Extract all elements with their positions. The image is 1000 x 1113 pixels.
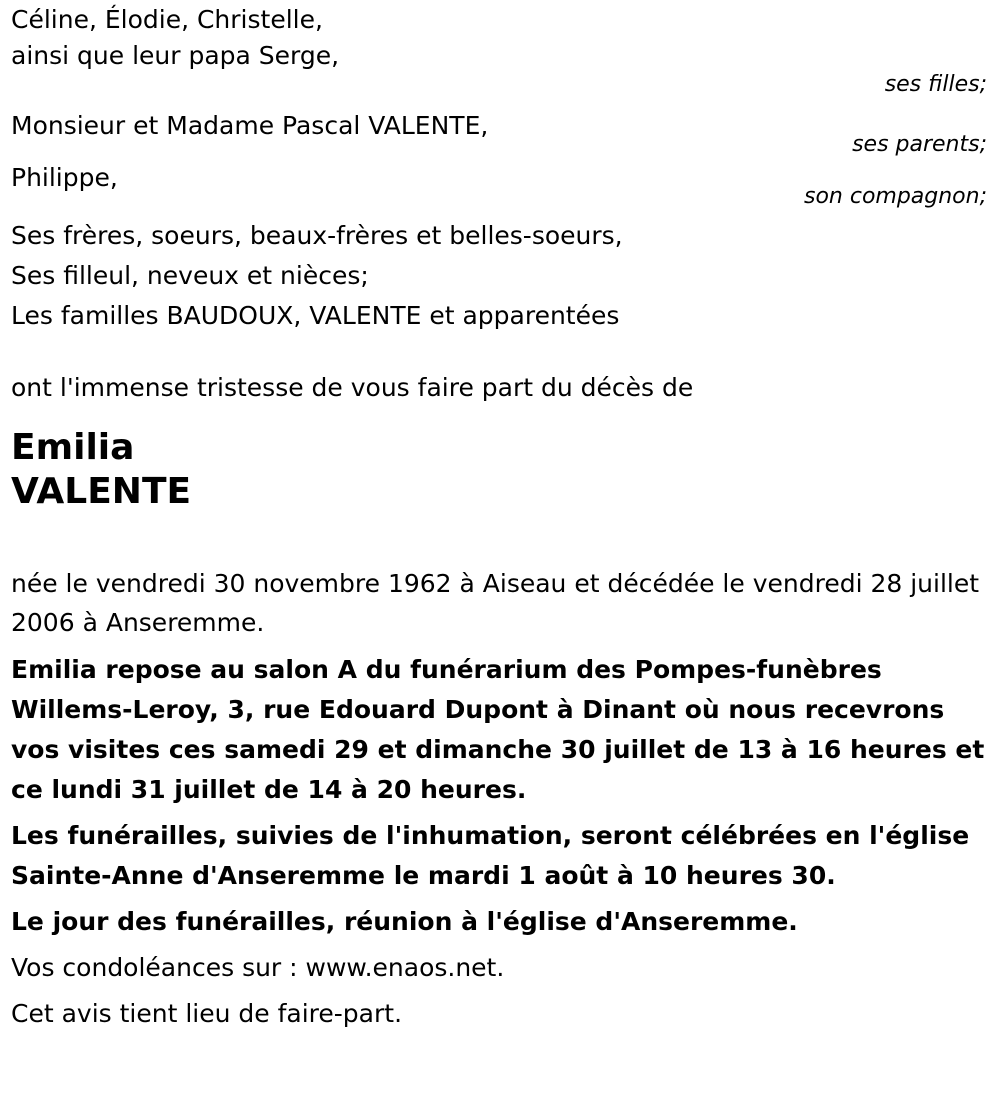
condolences-info: Vos condoléances sur : www.enaos.net.: [11, 953, 505, 982]
companion-line: Philippe,: [11, 163, 118, 192]
notice-info: Cet avis tient lieu de faire-part.: [11, 999, 403, 1028]
parents-line: Monsieur et Madame Pascal VALENTE,: [11, 111, 489, 140]
birth-death-info: née le vendredi 30 novembre 1962 à Aiseau et décédée le vendredi 28 juillet 2006 à Anseremme.: [11, 569, 980, 637]
companion-role: son compagnon;: [803, 184, 987, 209]
godchildren-line: Ses filleul, neveux et nièces;: [11, 261, 369, 290]
families-line: Les familles BAUDOUX, VALENTE et apparentées: [11, 301, 620, 330]
announcement: ont l'immense tristesse de vous faire part du décès de: [11, 373, 694, 402]
daughters-role: ses filles;: [884, 72, 987, 97]
meeting-info: Le jour des funérailles, réunion à l'église d'Anseremme.: [11, 907, 798, 936]
deceased-name: [11, 426, 989, 514]
daughters-line-2: ainsi que leur papa Serge,: [11, 41, 340, 70]
repose-info: Emilia repose au salon A du funérarium des Pompes-funèbres Willems-Leroy, 3, rue Edouard Dupont à Dinant où nous recevrons vos visites ces samedi 29 et dimanche 30 juillet de 13 à 16 heures et ce lundi 31 juillet de 14 à 20 heures.: [11, 655, 985, 804]
funeral-info: Les funérailles, suivies de l'inhumation, seront célébrées en l'église Sainte-Anne d'Anseremme le mardi 1 août à 10 heures 30.: [11, 821, 970, 890]
daughters-line-1: Céline, Élodie, Christelle,: [11, 5, 323, 34]
parents-role: ses parents;: [852, 132, 987, 157]
extended-family: [11, 216, 989, 336]
deceased-first-name: Emilia: [11, 427, 135, 468]
siblings-line: Ses frères, soeurs, beaux-frères et belles-soeurs,: [11, 221, 623, 250]
deceased-last-name: VALENTE: [11, 471, 192, 512]
